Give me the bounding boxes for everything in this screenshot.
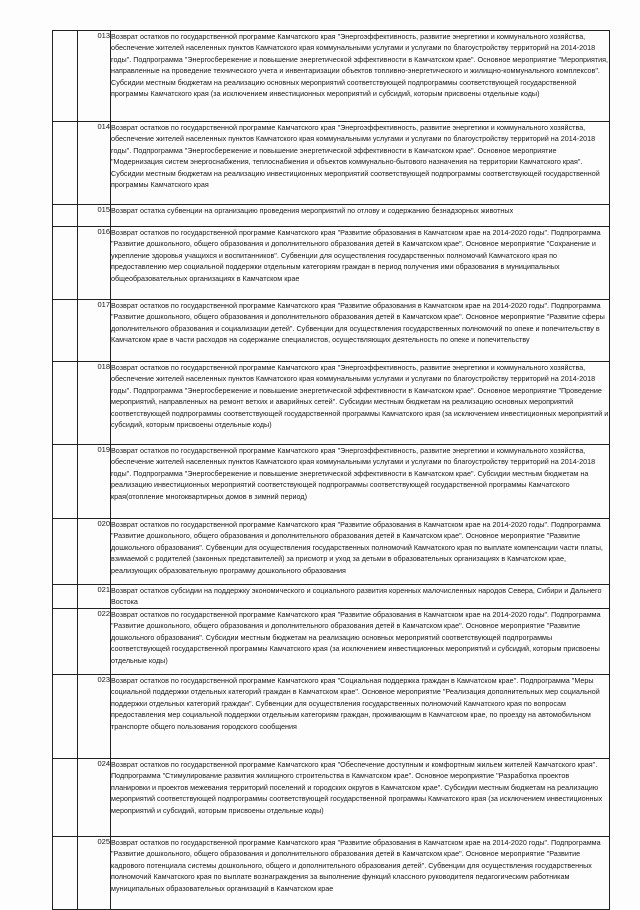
row-code: 015 bbox=[78, 205, 111, 227]
empty-cell bbox=[53, 122, 78, 205]
row-description: Возврат остатков по государственной программе Камчатского края "Развитие образования в Камчатском крае на 2014-2020 годы". Подпрограмма "Развитие дошкольного, общего образования и дополнительного образования детей в Камчатском крае". Основное мероприятие "Развитие дошкольного образования". Субвенции для осуществления государственных полномочий Камчатского края по выплате компенсации части платы, взимаемой с родителей (законных представителей) за присмотр и уход за детьми в образовательных организациях в Камчатском крае, реализующих образовательную программу дошкольного образования bbox=[111, 519, 610, 585]
table-row bbox=[53, 31, 610, 122]
table-row bbox=[53, 519, 610, 585]
row-description: Возврат остатков по государственной программе Камчатского края "Социальная поддержка граждан в Камчатском крае". Подпрограмма "Меры социальной поддержки отдельных категорий граждан в Камчатском крае". Основное мероприятие "Реализация дополнительных мер социальной поддержки отдельных категорий граждан". Субвенции для осуществления государственных полномочий Камчатского края по вопросам предоставления мер социальной поддержки отдельным категориям граждан, проживающим в Камчатском крае, по проезду на автомобильном транспорте общего пользования городского сообщения bbox=[111, 675, 610, 759]
row-description: Возврат остатков по государственной программе Камчатского края "Энергоэффективность, развитие энергетики и коммунального хозяйства, обеспечение жителей населенных пунктов Камчатского края коммунальными услугами и услугами по благоустройству территорий на 2014-2018 годы". Подпрограмма "Энергосбережение и повышение энергетической эффективности в Камчатском крае". Основное мероприятие "Проведение мероприятий, направленных на ремонт ветхих и аварийных сетей". Субсидии местным бюджетам на реализацию основных мероприятий соответствующей подпрограммы соответствующей государственной программы Камчатского края (за исключением инвестиционных мероприятий и субсидий, которым присвоены отдельные коды) bbox=[111, 362, 610, 445]
row-description: Возврат остатков по государственной программе Камчатского края "Развитие образования в Камчатском крае на 2014-2020 годы". Подпрограмма "Развитие дошкольного, общего образования и дополнительного образования детей в Камчатском крае". Основное мероприятие "Развитие кадрового потенциала системы дошкольного, общего и дополнительного образования детей". Субвенции для осуществления государственных полномочий Камчатского края по выплате вознаграждения за выполнение функций классного руководителя педагогическим работникам муниципальных образовательных организаций в Камчатском крае bbox=[111, 837, 610, 910]
empty-cell bbox=[53, 585, 78, 609]
row-code: 013 bbox=[78, 31, 111, 122]
row-code: 024 bbox=[78, 759, 111, 837]
row-description: Возврат остатков по государственной программе Камчатского края "Развитие образования в Камчатском крае на 2014-2020 годы". Подпрограмма "Развитие дошкольного, общего образования и дополнительного образования детей в Камчатском крае". Основное мероприятие "Сохранение и укрепление здоровья учащихся и воспитанников". Субвенции для осуществления государственных полномочий Камчатского края по предоставлению мер социальной поддержки отдельным категориям граждан в период получения ими образования в муниципальных общеобразовательных организациях в Камчатском крае bbox=[111, 227, 610, 300]
row-description: Возврат остатков по государственной программе Камчатского края "Энергоэффективность, развитие энергетики и коммунального хозяйства, обеспечение жителей населенных пунктов Камчатского края коммунальными услугами и услугами по благоустройству территорий на 2014-2018 годы". Подпрограмма "Энергосбережение и повышение энергетической эффективности в Камчатском крае". Основное мероприятие "Мероприятия, направленные на проведение технического учета и инвентаризации объектов топливно-энергетического и жилищно-коммунального комплексов". Субсидии местным бюджетам на реализацию основных мероприятий соответствующей подпрограммы соответствующей государственной программы Камчатского края (за исключением инвестиционных мероприятий и субсидий, которым присвоены отдельные коды) bbox=[111, 31, 610, 122]
table-row bbox=[53, 759, 610, 837]
row-code: 014 bbox=[78, 122, 111, 205]
row-code: 016 bbox=[78, 227, 111, 300]
empty-cell bbox=[53, 300, 78, 362]
budget-codes-table bbox=[52, 30, 610, 910]
table-row bbox=[53, 362, 610, 445]
row-description: Возврат остатка субвенции на организацию проведения мероприятий по отлову и содержанию безнадзорных животных bbox=[111, 205, 610, 227]
empty-cell bbox=[53, 609, 78, 675]
empty-cell bbox=[53, 31, 78, 122]
empty-cell bbox=[53, 445, 78, 519]
row-code: 018 bbox=[78, 362, 111, 445]
empty-cell bbox=[53, 205, 78, 227]
empty-cell bbox=[53, 837, 78, 910]
empty-cell bbox=[53, 227, 78, 300]
table-row bbox=[53, 205, 610, 227]
table-row bbox=[53, 609, 610, 675]
row-code: 023 bbox=[78, 675, 111, 759]
row-code: 022 bbox=[78, 609, 111, 675]
row-description: Возврат остатков по государственной программе Камчатского края "Энергоэффективность, развитие энергетики и коммунального хозяйства, обеспечение жителей населенных пунктов Камчатского края коммунальными услугами и услугами по благоустройству территорий на 2014-2018 годы". Подпрограмма "Энергосбережение и повышение энергетической эффективности в Камчатском крае". Субсидии местным бюджетам на реализацию инвестиционных мероприятий соответствующей подпрограммы соответствующей государственной программы Камчатского края(отопление многоквартирных домов в зимний период) bbox=[111, 445, 610, 519]
row-code: 021 bbox=[78, 585, 111, 609]
table-row bbox=[53, 585, 610, 609]
empty-cell bbox=[53, 675, 78, 759]
empty-cell bbox=[53, 519, 78, 585]
table-row bbox=[53, 122, 610, 205]
row-description: Возврат остатков по государственной программе Камчатского края "Развитие образования в Камчатском крае на 2014-2020 годы". Подпрограмма "Развитие дошкольного, общего образования и дополнительного образования детей в Камчатском крае". Основное мероприятие "Развитие дошкольного образования". Субсидии местным бюджетам на реализацию основных мероприятий соответствующей подпрограммы соответствующей государственной программы Камчатского края (за исключением инвестиционных мероприятий и субсидий, которым присвоены отдельные коды) bbox=[111, 609, 610, 675]
row-code: 020 bbox=[78, 519, 111, 585]
table-row bbox=[53, 445, 610, 519]
row-description: Возврат остатков по государственной программе Камчатского края "Энергоэффективность, развитие энергетики и коммунального хозяйства, обеспечение жителей населенных пунктов Камчатского края коммунальными услугами и услугами по благоустройству территорий на 2014-2018 годы". Подпрограмма "Энергосбережение и повышение энергетической эффективности в Камчатском крае". Основное мероприятие "Модернизация систем энергоснабжения, теплоснабжения и объектов коммунально-бытового назначения на территории Камчатского края". Субсидии местным бюджетам на реализацию инвестиционных мероприятий соответствующей подпрограммы соответствующей государственной программы Камчатского края bbox=[111, 122, 610, 205]
table-row bbox=[53, 300, 610, 362]
row-code: 017 bbox=[78, 300, 111, 362]
table-row bbox=[53, 227, 610, 300]
empty-cell bbox=[53, 362, 78, 445]
row-code: 025 bbox=[78, 837, 111, 910]
row-code: 019 bbox=[78, 445, 111, 519]
table-row bbox=[53, 675, 610, 759]
empty-cell bbox=[53, 759, 78, 837]
row-description: Возврат остатков по государственной программе Камчатского края "Развитие образования в Камчатском крае на 2014-2020 годы". Подпрограмма "Развитие дошкольного, общего образования и дополнительного образования детей в Камчатском крае". Основное мероприятие "Развитие сферы дополнительного образования и социализации детей". Субвенции для осуществления государственных полномочий по опеке и попечительству в Камчатском крае в части расходов на содержание специалистов, осуществляющих деятельность по опеке и попечительству bbox=[111, 300, 610, 362]
table-row bbox=[53, 837, 610, 910]
row-description: Возврат остатков субсидии на поддержку экономического и социального развития коренных малочисленных народов Севера, Сибири и Дальнего Востока bbox=[111, 585, 610, 609]
row-description: Возврат остатков по государственной программе Камчатского края "Обеспечение доступным и комфортным жильем жителей Камчатского края". Подпрограмма "Стимулирование развития жилищного строительства в Камчатском крае". Основное мероприятие "Разработка проектов планировки и проектов межевания территорий поселений и городских округов в Камчатском крае". Субсидии местным бюджетам на реализацию мероприятий соответствующей подпрограммы соответствующей государственной программы Камчатского края (за исключением инвестиционных мероприятий и субсидий, которым присвоены отдельные коды) bbox=[111, 759, 610, 837]
